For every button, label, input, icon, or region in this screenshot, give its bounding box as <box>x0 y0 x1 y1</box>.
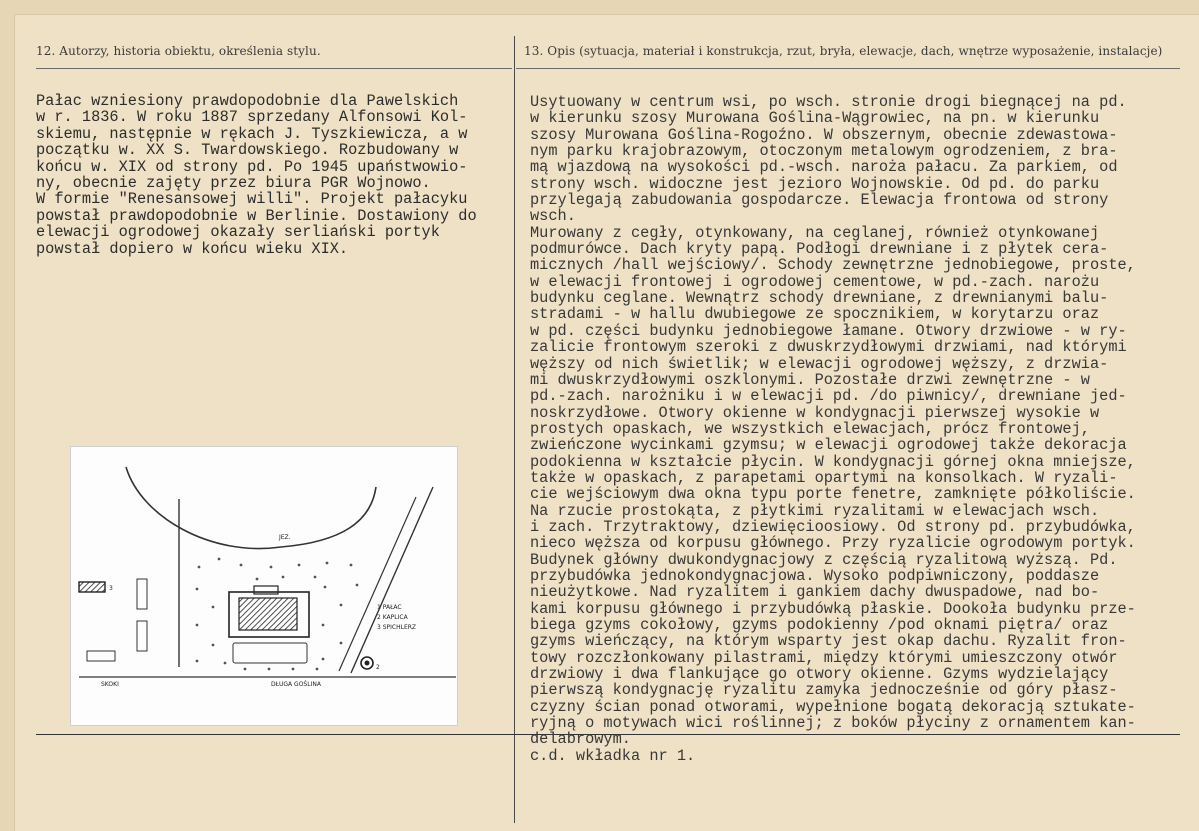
description-text-line: micznych /hall wejściowy/. Schody zewnętrzne jednobiegowe, proste, <box>530 256 1136 275</box>
description-text-line: Murowany z cegły, otynkowany, na ceglanej, również otynkowanej <box>530 223 1100 242</box>
history-text-line: elewacji ogrodowej okazały serliański portyk <box>36 223 440 242</box>
description-text-line: pierwszą kondygnację ryzalitu zamyka jednocześnie od góry płasz- <box>530 681 1118 700</box>
description-text-line: podmurówce. Dach kryty papą. Podłogi drewniane i z płytek cera- <box>530 240 1109 259</box>
history-text-line: ny, obecnie zajęty przez biura PGR Wojnowo. <box>36 174 431 193</box>
description-text-line: przylegają zabudowania gospodarcze. Elewacja frontowa od strony <box>530 191 1109 210</box>
description-text-line: strony wsch. widoczne jest jezioro Wojnowskie. Od pd. do parku <box>530 174 1100 193</box>
description-text-line: przybudówka jednokondygnacjowa. Wysoko podpiwniczony, poddasze <box>530 566 1100 585</box>
outbuilding-c <box>87 651 115 661</box>
description-text-line: Budynek główny dwukondygnacjowy z częścią ryzalitową wyższą. Pd. <box>530 550 1118 569</box>
description-text-line: zalicie frontowym szeroki z dwuskrzydłowymi drzwiami, nad którymi <box>530 338 1127 357</box>
history-text-line: powstał dopiero w końcu wieku XIX. <box>36 239 349 258</box>
legend-granary: 3 SPICHLERZ <box>377 624 417 631</box>
description-text-line: kami korpusu głównego i przybudówką płaskie. Dookoła budynku prze- <box>530 599 1136 618</box>
site-plan-photo <box>70 446 458 726</box>
header-rule-right <box>516 68 1180 69</box>
history-text-line: początku w. XX S. Twardowskiego. Rozbudowany w <box>36 141 459 160</box>
description-text-line: nieco węższa od korpusu głównego. Przy ryzalicie ogrodowym portyk. <box>530 534 1136 553</box>
column-divider <box>514 36 515 823</box>
description-text-line: wsch. <box>530 207 576 226</box>
history-text <box>36 93 514 257</box>
description-text-line: mą wjazdową na wysokości pd.-wsch. naroża pałacu. Za parkiem, od <box>530 158 1118 177</box>
history-text-line: skiemu, następnie w rękach J. Tyszkiewicza, a w <box>36 124 468 143</box>
description-text-line: noskrzydłowe. Otwory okienne w kondygnacji pierwszej wysokie w <box>530 403 1100 422</box>
description-text-line: budynku ceglane. Wewnątrz schody drewniane, z drewnianymi balu- <box>530 289 1109 308</box>
description-text-line: podokienna w kształcie płycin. W kondygnacji górnej okna mniejsze, <box>530 452 1136 471</box>
legend-chapel: 2 KAPLICA <box>377 614 408 621</box>
history-text-line: W formie "Renesansowej willi". Projekt pałacyku <box>36 190 468 209</box>
description-text-line: i zach. Trzytraktowy, dziewięcioosiowy. Od strony pd. przybudówka, <box>530 517 1136 536</box>
description-text-line: czyzny ścian ponad otworami, wypełnione bogatą dekoracją sztukate- <box>530 697 1136 716</box>
outbuilding-b <box>137 621 147 651</box>
granary-building <box>79 582 105 592</box>
description-text-line: delabrowym. <box>530 730 631 749</box>
history-text-line: Pałac wzniesiony prawdopodobnie dla Pawelskich <box>36 92 459 110</box>
description-text-line: stradami - w hallu dwubiegowe ze spocznikiem, w korytarzu oraz <box>530 305 1100 324</box>
header-rule-left <box>36 68 512 69</box>
description-text-line: Na rzucie prostokąta, z płytkimi ryzalitami w elewacjach wsch. <box>530 501 1100 520</box>
description-text-line: cie wejściowym dwa okna typu porte fenetre, zamknięte półkoliście. <box>530 485 1136 504</box>
description-text-line: nym parku krajobrazowym, otoczonym metalowym ogrodzeniem, z bra- <box>530 142 1118 161</box>
legend-palace: 1 PAŁAC <box>377 604 402 611</box>
description-text-line: szosy Murowana Goślina-Rogoźno. W obszernym, obecnie zdewastowa- <box>530 125 1118 144</box>
description-text-line: węższy od nich świetlik; w elewacji ogrodowej węższy, z drzwia- <box>530 354 1109 373</box>
description-text-line: towy rozczłonkowany pilastrami, między którymi umieszczony otwór <box>530 648 1118 667</box>
granary-marker: 3 <box>109 585 113 592</box>
description-text-line: drzwiowy i dwa flankujące go otwory okienne. Gzyms wydzielający <box>530 665 1109 684</box>
section-13-header: 13. Opis (sytuacja, materiał i konstrukcja, rzut, bryła, elewacje, dach, wnętrze wyposażenie, instalacje) <box>524 44 1163 58</box>
description-text <box>530 94 1190 764</box>
description-text-line: nieużytkowe. Nad ryzalitem i gankiem dachy dwuspadowe, nad bo- <box>530 583 1100 602</box>
road-east-label: DŁUGA GOŚLINA <box>271 681 321 688</box>
description-text-line: ryjną o motywach wici roślinnej; z boków płyciny z ornamentem kan- <box>530 714 1136 733</box>
description-text-line: c.d. wkładka nr 1. <box>530 746 696 765</box>
description-text-line: Usytuowany w centrum wsi, po wsch. stronie drogi biegnącej na pd. <box>530 93 1127 111</box>
description-text-line: mi dwuskrzydłowymi oszklonymi. Pozostałe drzwi zewnętrzne - w <box>530 370 1090 389</box>
history-text-line: powstał prawdopodobnie w Berlinie. Dostawiony do <box>36 206 477 225</box>
outbuilding-a <box>137 579 147 609</box>
palace-hatched <box>239 598 297 630</box>
description-text-line: biega gzyms cokołowy, gzyms podokienny /pod oknami piętra/ oraz <box>530 616 1109 634</box>
description-text-line: pd.-zach. narożniku i w elewacji pd. /do piwnicy/, drewniane jed- <box>530 387 1127 406</box>
lake-outline <box>126 467 376 549</box>
site-plan-drawing <box>71 447 459 727</box>
description-text-line: zwieńczone wycinkami gzymsu; w elewacji ogrodowej także dekoracja <box>530 436 1127 455</box>
description-text-line: prostych opaskach, we wszystkich elewacjach, prócz frontowej, <box>530 419 1090 438</box>
lake-label: JEZ. <box>279 534 291 541</box>
section-12-header: 12. Autorzy, historia obiektu, określenia stylu. <box>36 44 321 58</box>
description-text-line: także w opaskach, z parapetami opartymi na konsolkach. W ryzali- <box>530 468 1118 487</box>
description-text-line: w elewacji frontowej i ogrodowej cementowe, w pd.-zach. narożu <box>530 272 1100 291</box>
history-text-line: końcu w. XIX od strony pd. Po 1945 upaństwowio- <box>36 157 468 176</box>
road-west-label: SKOKI <box>101 681 119 688</box>
description-text-line: w kierunku szosy Murowana Goślina-Wągrowiec, na pn. w kierunku <box>530 109 1100 128</box>
annex-outline <box>233 643 307 663</box>
road-line-inner <box>339 497 416 671</box>
description-text-line: w pd. części budynku jednobiegowe łamane. Otwory drzwiowe - w ry- <box>530 321 1127 340</box>
chapel-marker-label: 2 <box>376 664 380 671</box>
description-text-line: gzyms wieńczący, na którym wsparty jest okap dachu. Ryzalit fron- <box>530 632 1127 651</box>
history-text-line: w r. 1836. W roku 1887 sprzedany Alfonsowi Kol- <box>36 108 468 127</box>
